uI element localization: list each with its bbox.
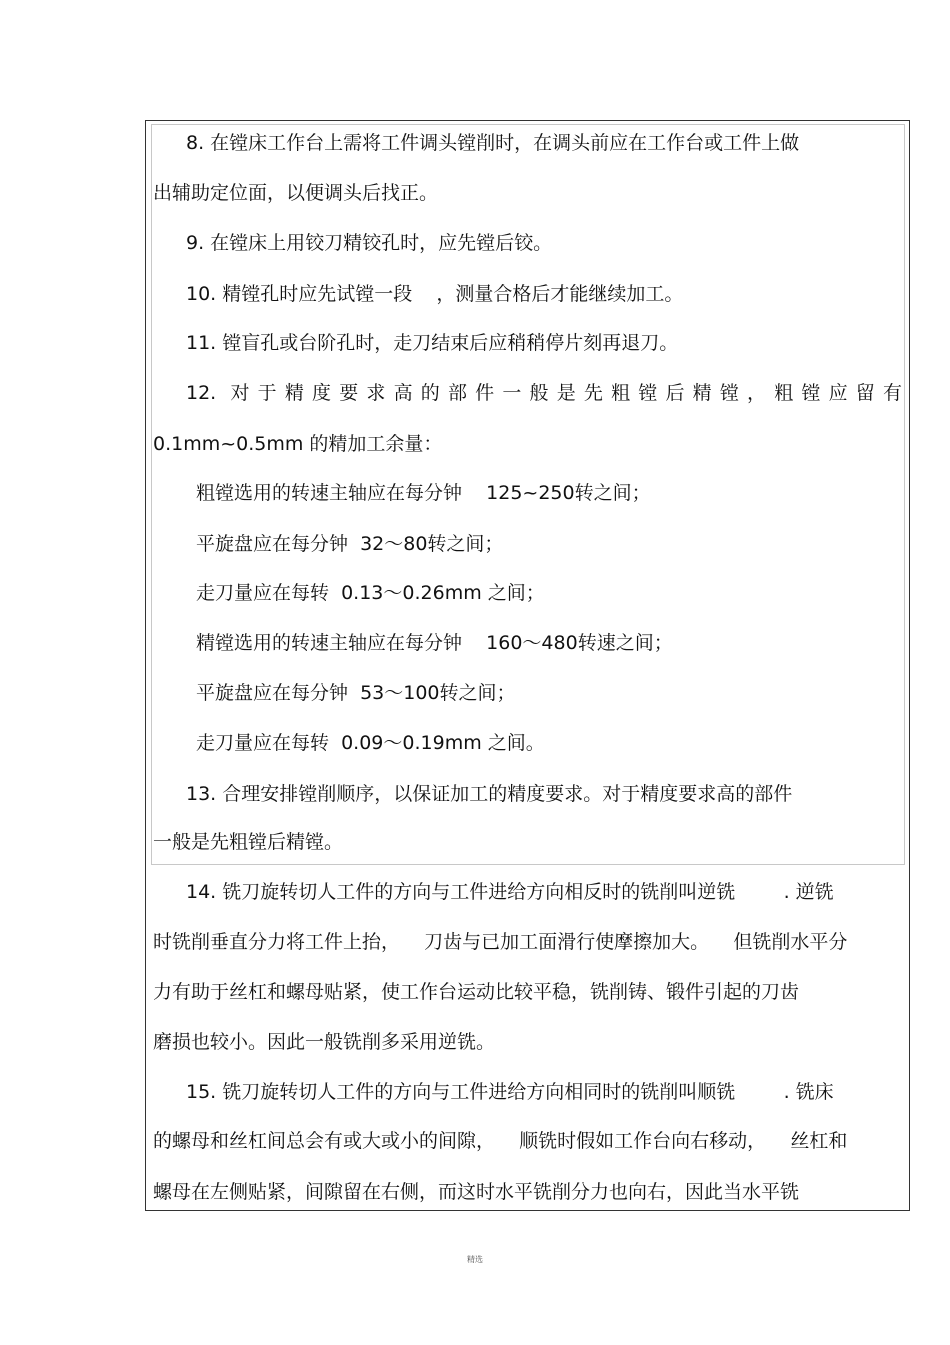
page-footer: 精选 — [467, 1255, 483, 1264]
item-10: 10. 精镗孔时应先试镗一段 ，测量合格后才能继续加工。 — [186, 283, 684, 305]
item-8-line-2: 出辅助定位面，以便调头后找正。 — [153, 182, 439, 204]
item-12-line-2: 0.1mm~0.5mm 的精加工余量： — [153, 433, 443, 455]
rough-boring-feed: 走刀量应在每转 0.13～0.26mm 之间； — [196, 582, 545, 604]
item-15-line-1: 15. 铣刀旋转切人工件的方向与工件进给方向相同时的铣削叫顺铣 . 铣床 — [186, 1081, 834, 1103]
fine-boring-facing-head-speed: 平旋盘应在每分钟 53～100转之间； — [196, 682, 516, 704]
item-13-line-1: 13. 合理安排镗削顺序，以保证加工的精度要求。对于精度要求高的部件 — [186, 783, 793, 805]
item-8-line-1: 8. 在镗床工作台上需将工件调头镗削时，在调头前应在工作台或工件上做 — [186, 132, 800, 154]
item-12-line-1: 12. 对于精度要求高的部件一般是先粗镗后精镗，粗镗应留有 — [186, 382, 902, 404]
item-15-line-3: 螺母在左侧贴紧，间隙留在右侧，而这时水平铣削分力也向右，因此当水平铣 — [153, 1181, 800, 1203]
item-11: 11. 镗盲孔或台阶孔时，走刀结束后应稍稍停片刻再退刀。 — [186, 332, 679, 354]
fine-boring-spindle-speed: 精镗选用的转速主轴应在每分钟 160～480转速之间； — [196, 632, 673, 654]
fine-boring-feed: 走刀量应在每转 0.09～0.19mm 之间。 — [196, 732, 545, 754]
item-14-line-2: 时铣削垂直分力将工件上抬， 刀齿与已加工面滑行使摩擦加大。 但铣削水平分 — [153, 931, 848, 953]
item-15-line-2: 的螺母和丝杠间总会有或大或小的间隙， 顺铣时假如工作台向右移动， 丝杠和 — [153, 1130, 848, 1152]
rough-boring-facing-head-speed: 平旋盘应在每分钟 32～80转之间； — [196, 533, 504, 555]
rough-boring-spindle-speed: 粗镗选用的转速主轴应在每分钟 125~250转之间； — [196, 482, 651, 504]
item-14-line-1: 14. 铣刀旋转切人工件的方向与工件进给方向相反时的铣削叫逆铣 . 逆铣 — [186, 881, 834, 903]
item-13-line-2: 一般是先粗镗后精镗。 — [153, 831, 344, 853]
item-9: 9. 在镗床上用铰刀精铰孔时，应先镗后铰。 — [186, 232, 553, 254]
item-14-line-3: 力有助于丝杠和螺母贴紧，使工作台运动比较平稳，铣削铸、锻件引起的刀齿 — [153, 981, 800, 1003]
item-14-line-4: 磨损也较小。因此一般铣削多采用逆铣。 — [153, 1031, 496, 1053]
